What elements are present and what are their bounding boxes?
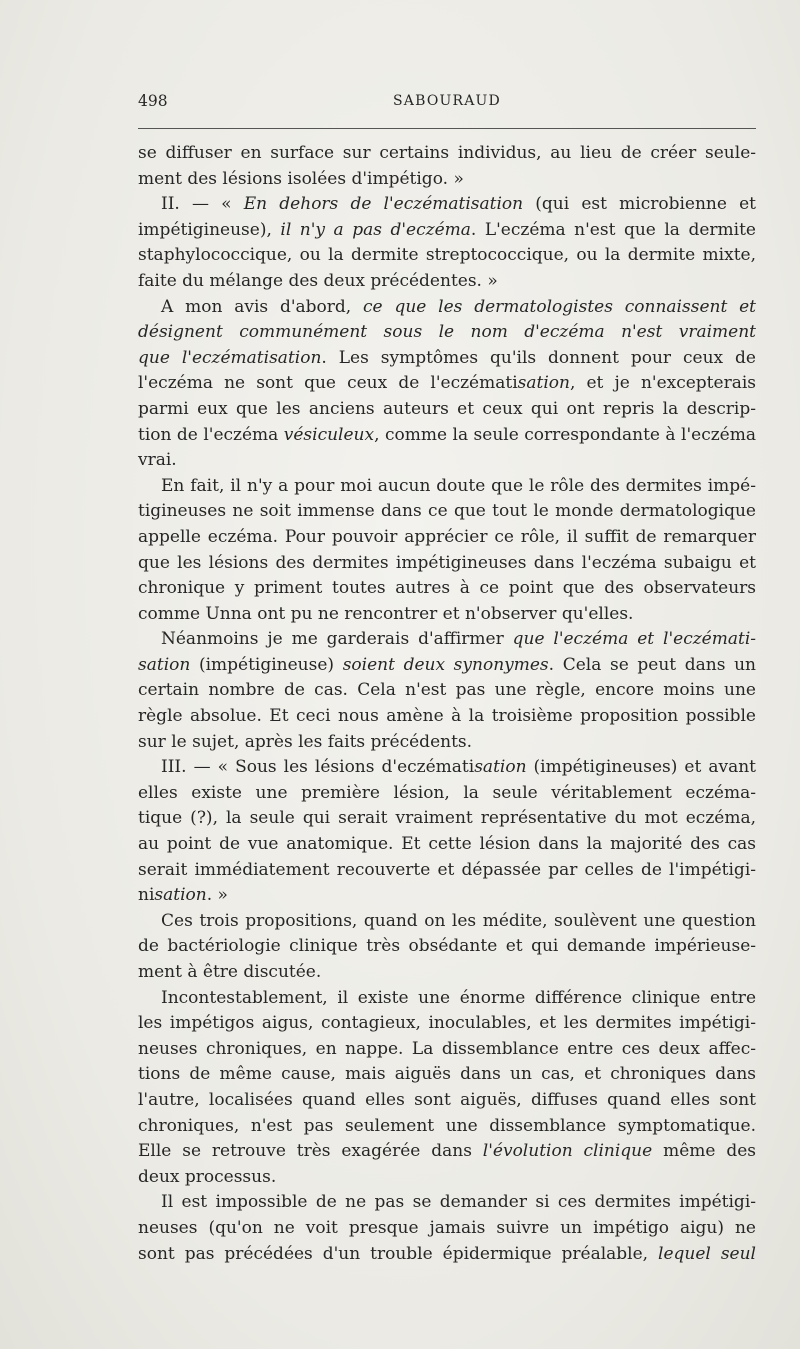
text-line: staphylococcique, ou la dermite streptococcique, ou la dermite mixte, <box>138 245 756 266</box>
text-line: l'eczéma ne sont que ceux de l'eczématisation, et je n'excepterais <box>138 373 756 394</box>
running-head: SABOURAUD <box>392 93 501 109</box>
text-line: faite du mélange des deux précédentes. » <box>138 270 498 291</box>
text-line: neuses chroniques, en nappe. La dissemblance entre ces deux affec- <box>138 1038 756 1059</box>
text-line: tions de même cause, mais aiguës dans un cas, et chroniques dans <box>138 1064 756 1085</box>
text-line: Elle se retrouve très exagérée dans l'évolution clinique même des <box>138 1141 756 1162</box>
text-line: de bactériologie clinique très obsédante et qui demande impérieuse- <box>138 936 756 957</box>
text-line: En fait, il n'y a pour moi aucun doute que le rôle des dermites impé- <box>161 475 756 496</box>
text-line: ment des lésions isolées d'impétigo. » <box>138 168 464 189</box>
text-line: tigineuses ne soit immense dans ce que tout le monde dermatologique <box>138 501 756 522</box>
text-line: Néanmoins je me garderais d'affirmer que l'eczéma et l'eczémati- <box>161 629 757 650</box>
text-line: III. — « Sous les lésions d'eczématisation (impétigineuses) et avant <box>161 757 756 778</box>
header-rule <box>138 128 756 129</box>
page-number: 498 <box>138 92 168 110</box>
text-line: Ces trois propositions, quand on les médite, soulèvent une question <box>161 910 756 931</box>
body-text <box>138 141 756 1267</box>
text-line: se diffuser en surface sur certains individus, au lieu de créer seule- <box>138 143 756 163</box>
text-line: deux processus. <box>138 1166 277 1187</box>
text-line: l'autre, localisées quand elles sont aiguës, diffuses quand elles sont <box>138 1089 756 1110</box>
text-line: tion de l'eczéma vésiculeux, comme la seule correspondante à l'eczéma <box>138 424 756 445</box>
text-line: règle absolue. Et ceci nous amène à la troisième proposition possible <box>138 706 756 727</box>
text-line: certain nombre de cas. Cela n'est pas une règle, encore moins une <box>138 680 756 701</box>
text-line: serait immédiatement recouverte et dépassée par celles de l'impétigi- <box>138 859 756 880</box>
text-line: tique (?), la seule qui serait vraiment représentative du mot eczéma, <box>138 808 756 829</box>
text-line: comme Unna ont pu ne rencontrer et n'observer qu'elles. <box>138 603 634 624</box>
text-line: appelle eczéma. Pour pouvoir apprécier ce rôle, il suffit de remarquer <box>138 526 756 547</box>
text-line: les impétigos aigus, contagieux, inoculables, et les dermites impétigi- <box>138 1013 756 1034</box>
text-line: parmi eux que les anciens auteurs et ceux qui ont repris la descrip- <box>138 398 756 419</box>
text-line: elles existe une première lésion, la seule véritablement eczéma- <box>138 782 756 803</box>
text-line: impétigineuse), il n'y a pas d'eczéma. L'eczéma n'est que la dermite <box>138 219 756 240</box>
text-line: chronique y priment toutes autres à ce point que des observateurs <box>138 578 756 599</box>
text-line: chroniques, n'est pas seulement une dissemblance symptomatique. <box>138 1115 756 1136</box>
text-line: Incontestablement, il existe une énorme différence clinique entre <box>161 987 756 1008</box>
page-header <box>138 92 756 116</box>
text-line: que l'eczématisation. Les symptômes qu'ils donnent pour ceux de <box>138 347 756 368</box>
text-line: au point de vue anatomique. Et cette lésion dans la majorité des cas <box>138 834 756 855</box>
text-line: II. — « En dehors de l'eczématisation (qui est microbienne et <box>161 194 756 215</box>
text-line: sur le sujet, après les faits précédents. <box>138 731 473 752</box>
text-line: nisation. » <box>138 885 228 906</box>
text-line: que les lésions des dermites impétigineuses dans l'eczéma subaigu et <box>138 552 756 573</box>
text-line: neuses (qu'on ne voit presque jamais suivre un impétigo aigu) ne <box>138 1217 756 1238</box>
text-line: vrai. <box>138 450 177 471</box>
text-line: ment à être discutée. <box>138 962 322 982</box>
text-line: sont pas précédées d'un trouble épidermique préalable, lequel seul <box>138 1243 756 1264</box>
text-line: Il est impossible de ne pas se demander si ces dermites impétigi- <box>161 1192 756 1213</box>
text-line: désignent communément sous le nom d'eczéma n'est vraiment <box>138 322 756 343</box>
text-line: sation (impétigineuse) soient deux synonymes. Cela se peut dans un <box>138 654 756 675</box>
text-line: A mon avis d'abord, ce que les dermatologistes connaissent et <box>161 296 757 317</box>
